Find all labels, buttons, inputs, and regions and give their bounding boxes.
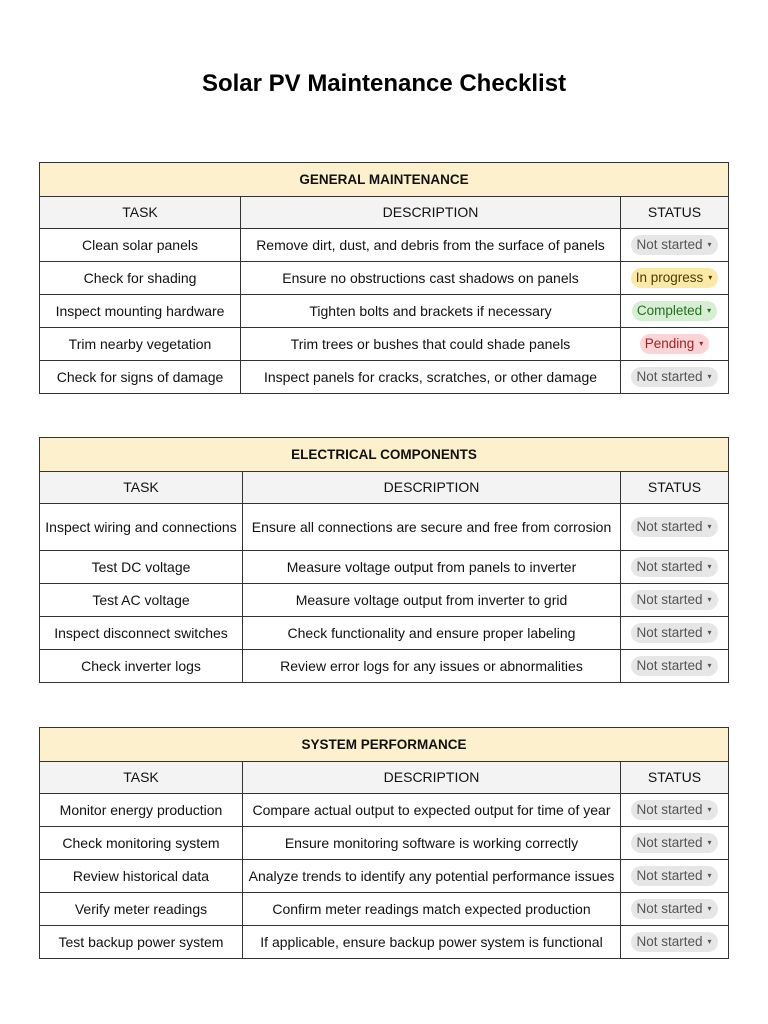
status-cell	[621, 551, 729, 584]
task-cell: Verify meter readings	[40, 893, 243, 926]
table-row	[40, 893, 729, 926]
chevron-down-icon: ▾	[707, 805, 712, 814]
status-dropdown[interactable]	[631, 268, 719, 288]
description-cell: Trim trees or bushes that could shade panels	[241, 328, 621, 361]
status-label: Not started	[636, 559, 703, 574]
chevron-down-icon: ▾	[707, 595, 712, 604]
task-cell: Trim nearby vegetation	[40, 328, 241, 361]
description-cell: Measure voltage output from inverter to grid	[243, 584, 621, 617]
status-label: Pending	[644, 336, 695, 351]
task-cell: Clean solar panels	[40, 229, 241, 262]
table-row	[40, 229, 729, 262]
chevron-down-icon: ▾	[707, 838, 712, 847]
column-header-task: TASK	[40, 762, 243, 794]
task-cell: Monitor energy production	[40, 794, 243, 827]
status-label: Not started	[636, 868, 703, 883]
task-cell: Check for shading	[40, 262, 241, 295]
table-row	[40, 551, 729, 584]
status-label: Completed	[636, 303, 703, 318]
chevron-down-icon: ▾	[707, 562, 712, 571]
status-label: In progress	[635, 270, 704, 285]
column-header-task: TASK	[40, 472, 243, 504]
status-cell	[621, 827, 729, 860]
column-header-status: STATUS	[621, 472, 729, 504]
status-cell	[621, 794, 729, 827]
table-row	[40, 328, 729, 361]
table-row	[40, 827, 729, 860]
chevron-down-icon: ▾	[707, 871, 712, 880]
chevron-down-icon: ▾	[707, 240, 712, 249]
section-header: GENERAL MAINTENANCE	[40, 163, 729, 197]
status-label: Not started	[636, 835, 703, 850]
task-cell: Check for signs of damage	[40, 361, 241, 394]
section-system-performance	[39, 727, 729, 959]
status-dropdown[interactable]	[631, 235, 717, 255]
description-cell: Confirm meter readings match expected production	[243, 893, 621, 926]
table-row	[40, 860, 729, 893]
description-cell: Ensure no obstructions cast shadows on panels	[241, 262, 621, 295]
status-label: Not started	[636, 519, 703, 534]
column-header-status: STATUS	[621, 762, 729, 794]
table-row	[40, 926, 729, 959]
status-cell	[621, 328, 729, 361]
status-label: Not started	[636, 934, 703, 949]
chevron-down-icon: ▾	[707, 628, 712, 637]
status-label: Not started	[636, 592, 703, 607]
status-cell	[621, 860, 729, 893]
table-row	[40, 295, 729, 328]
status-dropdown[interactable]	[631, 517, 717, 537]
description-cell: Remove dirt, dust, and debris from the surface of panels	[241, 229, 621, 262]
description-cell: Analyze trends to identify any potential performance issues	[243, 860, 621, 893]
status-dropdown[interactable]	[640, 334, 710, 354]
table-row	[40, 584, 729, 617]
task-cell: Test DC voltage	[40, 551, 243, 584]
table-row	[40, 262, 729, 295]
status-dropdown[interactable]	[632, 301, 717, 321]
status-dropdown[interactable]	[631, 800, 717, 820]
status-cell	[621, 361, 729, 394]
description-cell: If applicable, ensure backup power system is functional	[243, 926, 621, 959]
status-cell	[621, 926, 729, 959]
status-label: Not started	[636, 237, 703, 252]
description-cell: Ensure monitoring software is working correctly	[243, 827, 621, 860]
column-header-description: DESCRIPTION	[243, 762, 621, 794]
status-dropdown[interactable]	[631, 367, 717, 387]
status-dropdown[interactable]	[631, 932, 717, 952]
status-cell	[621, 584, 729, 617]
table-row	[40, 361, 729, 394]
status-label: Not started	[636, 658, 703, 673]
column-header-description: DESCRIPTION	[241, 197, 621, 229]
status-label: Not started	[636, 802, 703, 817]
status-cell	[621, 229, 729, 262]
description-cell: Compare actual output to expected output for time of year	[243, 794, 621, 827]
description-cell: Tighten bolts and brackets if necessary	[241, 295, 621, 328]
task-cell: Test backup power system	[40, 926, 243, 959]
status-cell	[621, 617, 729, 650]
table-row	[40, 650, 729, 683]
section-header: SYSTEM PERFORMANCE	[40, 728, 729, 762]
section-electrical-components	[39, 437, 729, 683]
chevron-down-icon: ▾	[707, 522, 712, 531]
chevron-down-icon: ▾	[699, 339, 704, 348]
status-cell	[621, 504, 729, 551]
chevron-down-icon: ▾	[707, 661, 712, 670]
description-cell: Measure voltage output from panels to inverter	[243, 551, 621, 584]
status-dropdown[interactable]	[631, 557, 717, 577]
task-cell: Check inverter logs	[40, 650, 243, 683]
task-cell: Test AC voltage	[40, 584, 243, 617]
status-dropdown[interactable]	[631, 833, 717, 853]
column-header-task: TASK	[40, 197, 241, 229]
section-general-maintenance	[39, 162, 729, 394]
status-cell	[621, 262, 729, 295]
page-title: Solar PV Maintenance Checklist	[201, 70, 567, 97]
status-label: Not started	[636, 625, 703, 640]
status-label: Not started	[636, 901, 703, 916]
section-header: ELECTRICAL COMPONENTS	[40, 438, 729, 472]
description-cell: Check functionality and ensure proper labeling	[243, 617, 621, 650]
status-cell	[621, 295, 729, 328]
status-cell	[621, 893, 729, 926]
status-label: Not started	[636, 369, 703, 384]
chevron-down-icon: ▾	[707, 937, 712, 946]
chevron-down-icon: ▾	[708, 273, 713, 282]
chevron-down-icon: ▾	[707, 372, 712, 381]
description-cell: Review error logs for any issues or abnormalities	[243, 650, 621, 683]
status-dropdown[interactable]	[631, 866, 717, 886]
task-cell: Check monitoring system	[40, 827, 243, 860]
status-dropdown[interactable]	[631, 656, 717, 676]
table-row	[40, 504, 729, 551]
status-cell	[621, 650, 729, 683]
column-header-description: DESCRIPTION	[243, 472, 621, 504]
task-cell: Review historical data	[40, 860, 243, 893]
task-cell: Inspect disconnect switches	[40, 617, 243, 650]
status-dropdown[interactable]	[631, 899, 717, 919]
chevron-down-icon: ▾	[707, 306, 712, 315]
description-cell: Ensure all connections are secure and free from corrosion	[243, 504, 621, 551]
chevron-down-icon: ▾	[707, 904, 712, 913]
task-cell: Inspect mounting hardware	[40, 295, 241, 328]
column-header-status: STATUS	[621, 197, 729, 229]
table-row	[40, 794, 729, 827]
description-cell: Inspect panels for cracks, scratches, or other damage	[241, 361, 621, 394]
status-dropdown[interactable]	[631, 623, 717, 643]
task-cell: Inspect wiring and connections	[40, 504, 243, 551]
table-row	[40, 617, 729, 650]
status-dropdown[interactable]	[631, 590, 717, 610]
